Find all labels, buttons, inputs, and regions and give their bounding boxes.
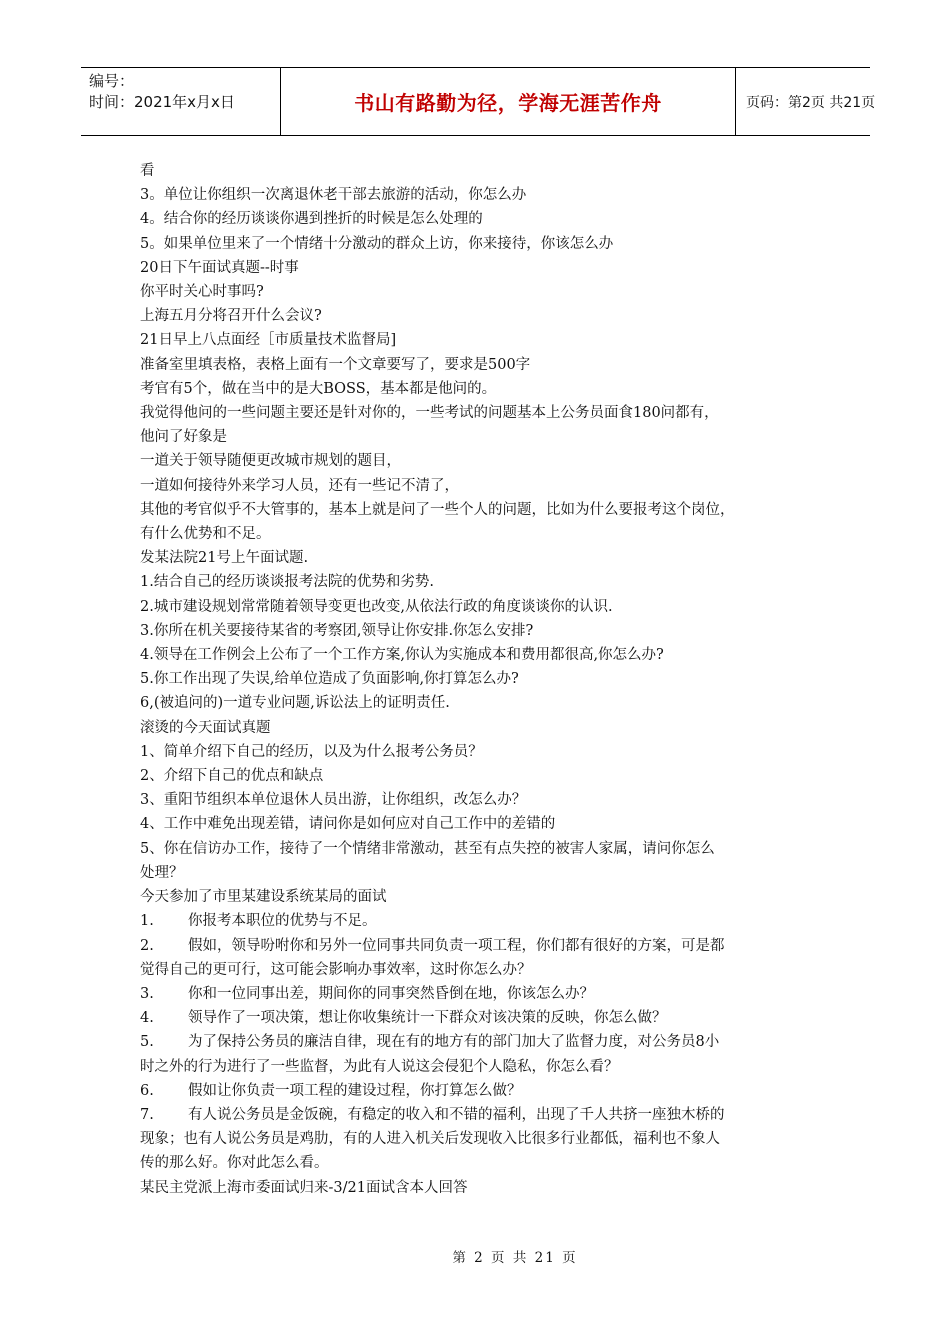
- text-line: 21日早上八点面经［市质量技术监督局]: [140, 332, 397, 349]
- numbered-list: [140, 909, 815, 1175]
- item-text: 有人说公务员是金饭碗，有稳定的收入和不错的福利，出现了千人共挤一座独木桥的: [188, 1106, 725, 1123]
- text-line: 你平时关心时事吗?: [140, 284, 264, 301]
- header-page-info: 页码：第2页 共21页: [746, 94, 876, 111]
- numbered-item: [140, 1006, 815, 1030]
- text-line: 5。如果单位里来了一个情绪十分激动的群众上访，你来接待，你该怎么办: [140, 235, 614, 252]
- footer-page-number: 第 2 页 共 21 页: [452, 1250, 578, 1266]
- text-line: 2、介绍下自己的优点和缺点: [140, 768, 324, 785]
- item-text: 传的那么好。你对此怎么看。: [140, 1155, 329, 1172]
- text-line: 4。结合你的经历谈谈你遇到挫折的时候是怎么处理的: [140, 211, 483, 228]
- header-meta: [81, 68, 280, 135]
- text-line: 1.结合自己的经历谈谈报考法院的优势和劣势.: [140, 574, 434, 591]
- item-number: 5.: [140, 1034, 154, 1051]
- item-number: 7.: [140, 1106, 154, 1123]
- numbered-item: [140, 909, 815, 933]
- text-line: 1、简单介绍下自己的经历，以及为什么报考公务员？: [140, 743, 483, 760]
- numbered-item: [140, 1079, 815, 1103]
- text-line: 5、你在信访办工作，接待了一个情绪非常激动，甚至有点失控的被害人家属，请问你怎么: [140, 840, 715, 857]
- numbered-item: [140, 934, 815, 958]
- numbered-item: [140, 1127, 815, 1151]
- text-line: 4.领导在工作例会上公布了一个工作方案,你认为实施成本和费用都很高,你怎么办?: [140, 647, 664, 664]
- text-line: 一道关于领导随便更改城市规划的题目，: [140, 453, 401, 470]
- text-line: 我觉得他问的一些问题主要还是针对你的，一些考试的问题基本上公务员面食180问都有，: [140, 405, 719, 422]
- text-line: 其他的考官似乎不大管事的，基本上就是问了一些个人的问题，比如为什么要报考这个岗位，: [140, 501, 735, 518]
- item-number: 3.: [140, 985, 154, 1002]
- item-number: 2.: [140, 937, 154, 954]
- text-line: 今天参加了市里某建设系统某局的面试: [140, 889, 387, 906]
- text-line: 20日下午面试真题--时事: [140, 259, 299, 276]
- numbered-item: [140, 1103, 815, 1127]
- text-line: 4、工作中难免出现差错，请问你是如何应对自己工作中的差错的: [140, 816, 556, 833]
- number-label: 编号：: [89, 72, 135, 90]
- numbered-item: [140, 958, 815, 982]
- item-text: 假如，领导吩咐你和另外一位同事共同负责一项工程，你们都有很好的方案，可是都: [188, 937, 725, 954]
- item-text: 现象；也有人说公务员是鸡肋，有的人进入机关后发现收入比很多行业都低，福利也不象人: [140, 1131, 720, 1148]
- date-label: 时间：2021年x月x日: [89, 93, 235, 111]
- text-line: 上海五月分将召开什么会议?: [140, 308, 322, 325]
- item-text: 觉得自己的更可行，这可能会影响办事效率，这时你怎么办？: [140, 961, 532, 978]
- text-line: 一道如何接待外来学习人员，还有一些记不清了，: [140, 477, 459, 494]
- text-line: 他问了好象是: [140, 429, 227, 446]
- text-line: 3。单位让你组织一次离退休老干部去旅游的活动，你怎么办: [140, 187, 527, 204]
- text-line: 某民主党派上海市委面试归来-3/21面试含本人回答: [140, 1179, 468, 1196]
- text-line: 有什么优势和不足。: [140, 526, 271, 543]
- numbered-item: [140, 1055, 815, 1079]
- item-number: 4.: [140, 1010, 154, 1027]
- numbered-item: [140, 1030, 815, 1054]
- text-line: 滚烫的今天面试真题: [140, 719, 271, 736]
- text-line: 5.你工作出现了失误,给单位造成了负面影响,你打算怎么办?: [140, 671, 519, 688]
- item-text: 假如让你负责一项工程的建设过程，你打算怎么做？: [188, 1082, 522, 1099]
- text-line: 准备室里填表格，表格上面有一个文章要写了，要求是500字: [140, 356, 531, 373]
- numbered-item: [140, 982, 815, 1006]
- text-lines: [140, 159, 815, 909]
- text-line: 发某法院21号上午面试题.: [140, 550, 309, 567]
- text-line: 考官有5个，做在当中的是大BOSS，基本都是他问的。: [140, 380, 497, 397]
- text-line: 看: [140, 163, 155, 179]
- item-text: 时之外的行为进行了一些监督，为此有人说这会侵犯个人隐私，你怎么看？: [140, 1058, 619, 1075]
- text-line: 6,(被追问的)一道专业问题,诉讼法上的证明责任.: [140, 695, 450, 712]
- item-number: 1.: [140, 913, 154, 930]
- item-text: 你报考本职位的优势与不足。: [188, 913, 377, 930]
- text-line: 2.城市建设规划常常随着领导变更也改变,从依法行政的角度谈谈你的认识.: [140, 598, 613, 615]
- page-footer: [0, 1246, 950, 1266]
- document-body: [140, 159, 815, 1200]
- text-line: 3.你所在机关要接待某省的考察团,领导让你安排.你怎么安排?: [140, 622, 534, 639]
- item-text: 你和一位同事出差，期间你的同事突然昏倒在地，你该怎么办？: [188, 985, 594, 1002]
- text-line: 处理？: [140, 864, 184, 881]
- header-motto-cell: [280, 68, 736, 135]
- motto: 书山有路勤为径，学海无涯苦作舟: [354, 91, 662, 115]
- numbered-item: [140, 1151, 815, 1175]
- item-number: 6.: [140, 1082, 154, 1099]
- item-text: 领导作了一项决策，想让你收集统计一下群众对该决策的反映，你怎么做？: [188, 1010, 667, 1027]
- item-text: 为了保持公务员的廉洁自律，现在有的地方有的部门加大了监督力度，对公务员8小: [188, 1034, 720, 1051]
- text-line: 3、重阳节组织本单位退休人员出游，让你组织，改怎么办？: [140, 792, 527, 809]
- page-header: [81, 67, 876, 136]
